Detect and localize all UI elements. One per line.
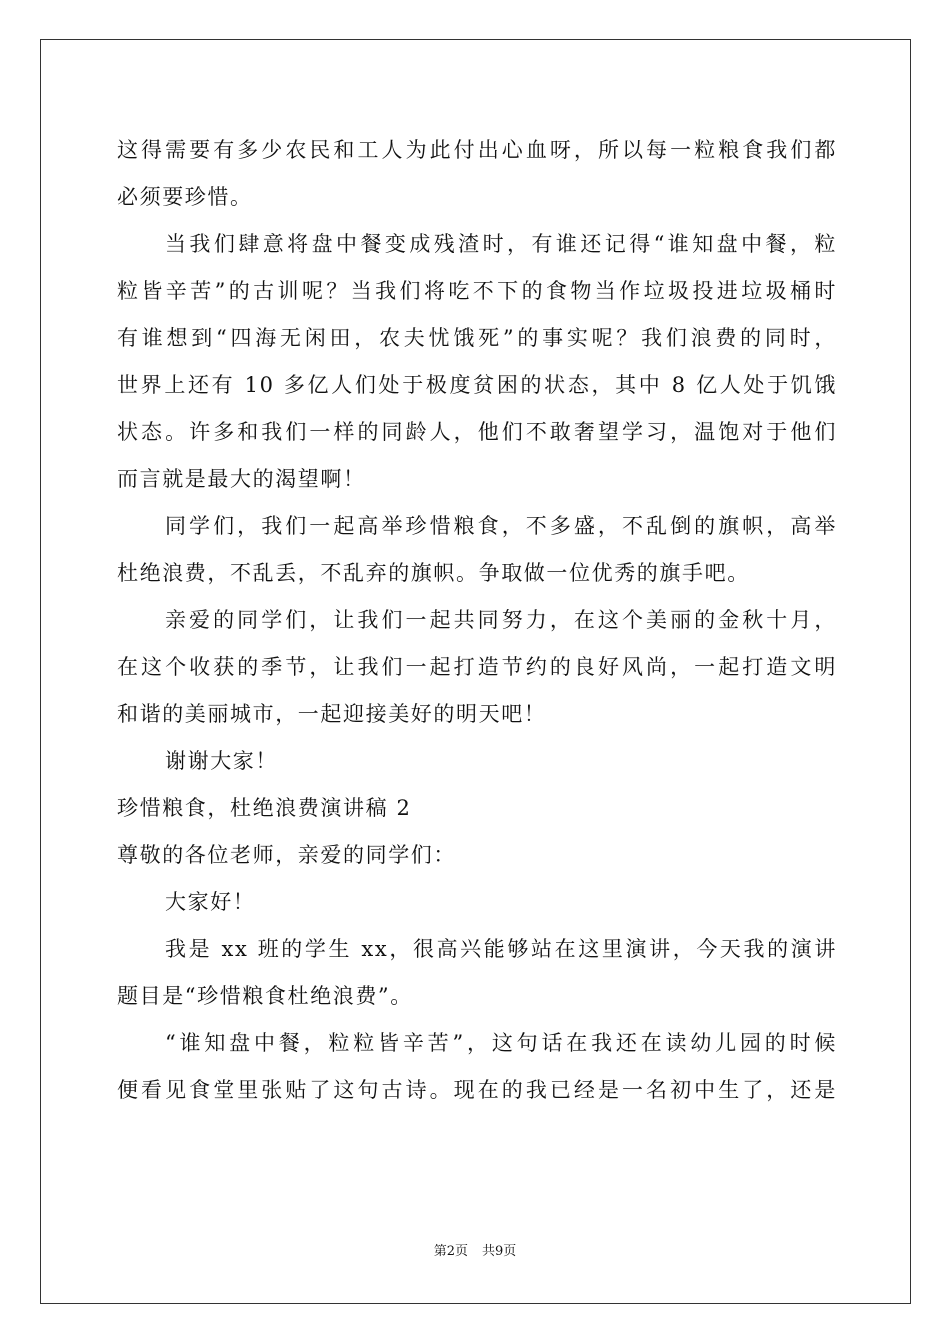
text-line: 同学们，我们一起高举珍惜粮食，不多盛，不乱倒的旗帜，高举 (165, 514, 837, 538)
page-total: 共9页 (482, 1244, 517, 1259)
text-line: 世界上还有 10 多亿人们处于极度贫困的状态，其中 8 亿人处于饥饿 (117, 373, 837, 397)
text-line: 在这个收获的季节，让我们一起打造节约的良好风尚，一起打造文明 (117, 655, 837, 679)
section-title: 珍惜粮食，杜绝浪费演讲稿 2 (117, 796, 412, 820)
text-line: 杜绝浪费，不乱丢，不乱弃的旗帜。争取做一位优秀的旗手吧。 (117, 561, 750, 585)
page-footer (0, 1240, 950, 1259)
text-line: 便看见食堂里张贴了这句古诗。现在的我已经是一名初中生了，还是 (117, 1078, 837, 1102)
text-line: 题目是“珍惜粮食杜绝浪费”。 (117, 984, 413, 1008)
document-body (117, 127, 837, 1114)
text-line: 亲爱的同学们，让我们一起共同努力，在这个美丽的金秋十月， (165, 608, 837, 632)
text-line: 和谐的美丽城市，一起迎接美好的明天吧！ (117, 702, 547, 726)
text-line: 而言就是最大的渴望啊！ (117, 467, 366, 491)
salutation: 尊敬的各位老师，亲爱的同学们： (117, 843, 456, 867)
text-line: 有谁想到“四海无闲田，农夫忧饿死”的事实呢？我们浪费的同时， (117, 326, 837, 350)
text-line: “谁知盘中餐，粒粒皆辛苦”，这句话在我还在读幼儿园的时候 (165, 1031, 837, 1055)
text-line: 这得需要有多少农民和工人为此付出心血呀，所以每一粒粮食我们都 (117, 138, 837, 162)
text-line: 必须要珍惜。 (117, 185, 253, 209)
text-line: 我是 xx 班的学生 xx，很高兴能够站在这里演讲，今天我的演讲 (165, 937, 837, 961)
text-line: 谢谢大家！ (165, 749, 278, 773)
text-line: 大家好！ (165, 890, 256, 914)
page-number: 第2页 (433, 1244, 468, 1259)
text-line: 状态。许多和我们一样的同龄人，他们不敢奢望学习，温饱对于他们 (117, 420, 837, 444)
text-line: 当我们肆意将盘中餐变成残渣时，有谁还记得“谁知盘中餐，粒 (165, 232, 837, 256)
text-line: 粒皆辛苦”的古训呢？当我们将吃不下的食物当作垃圾投进垃圾桶时 (117, 279, 837, 303)
